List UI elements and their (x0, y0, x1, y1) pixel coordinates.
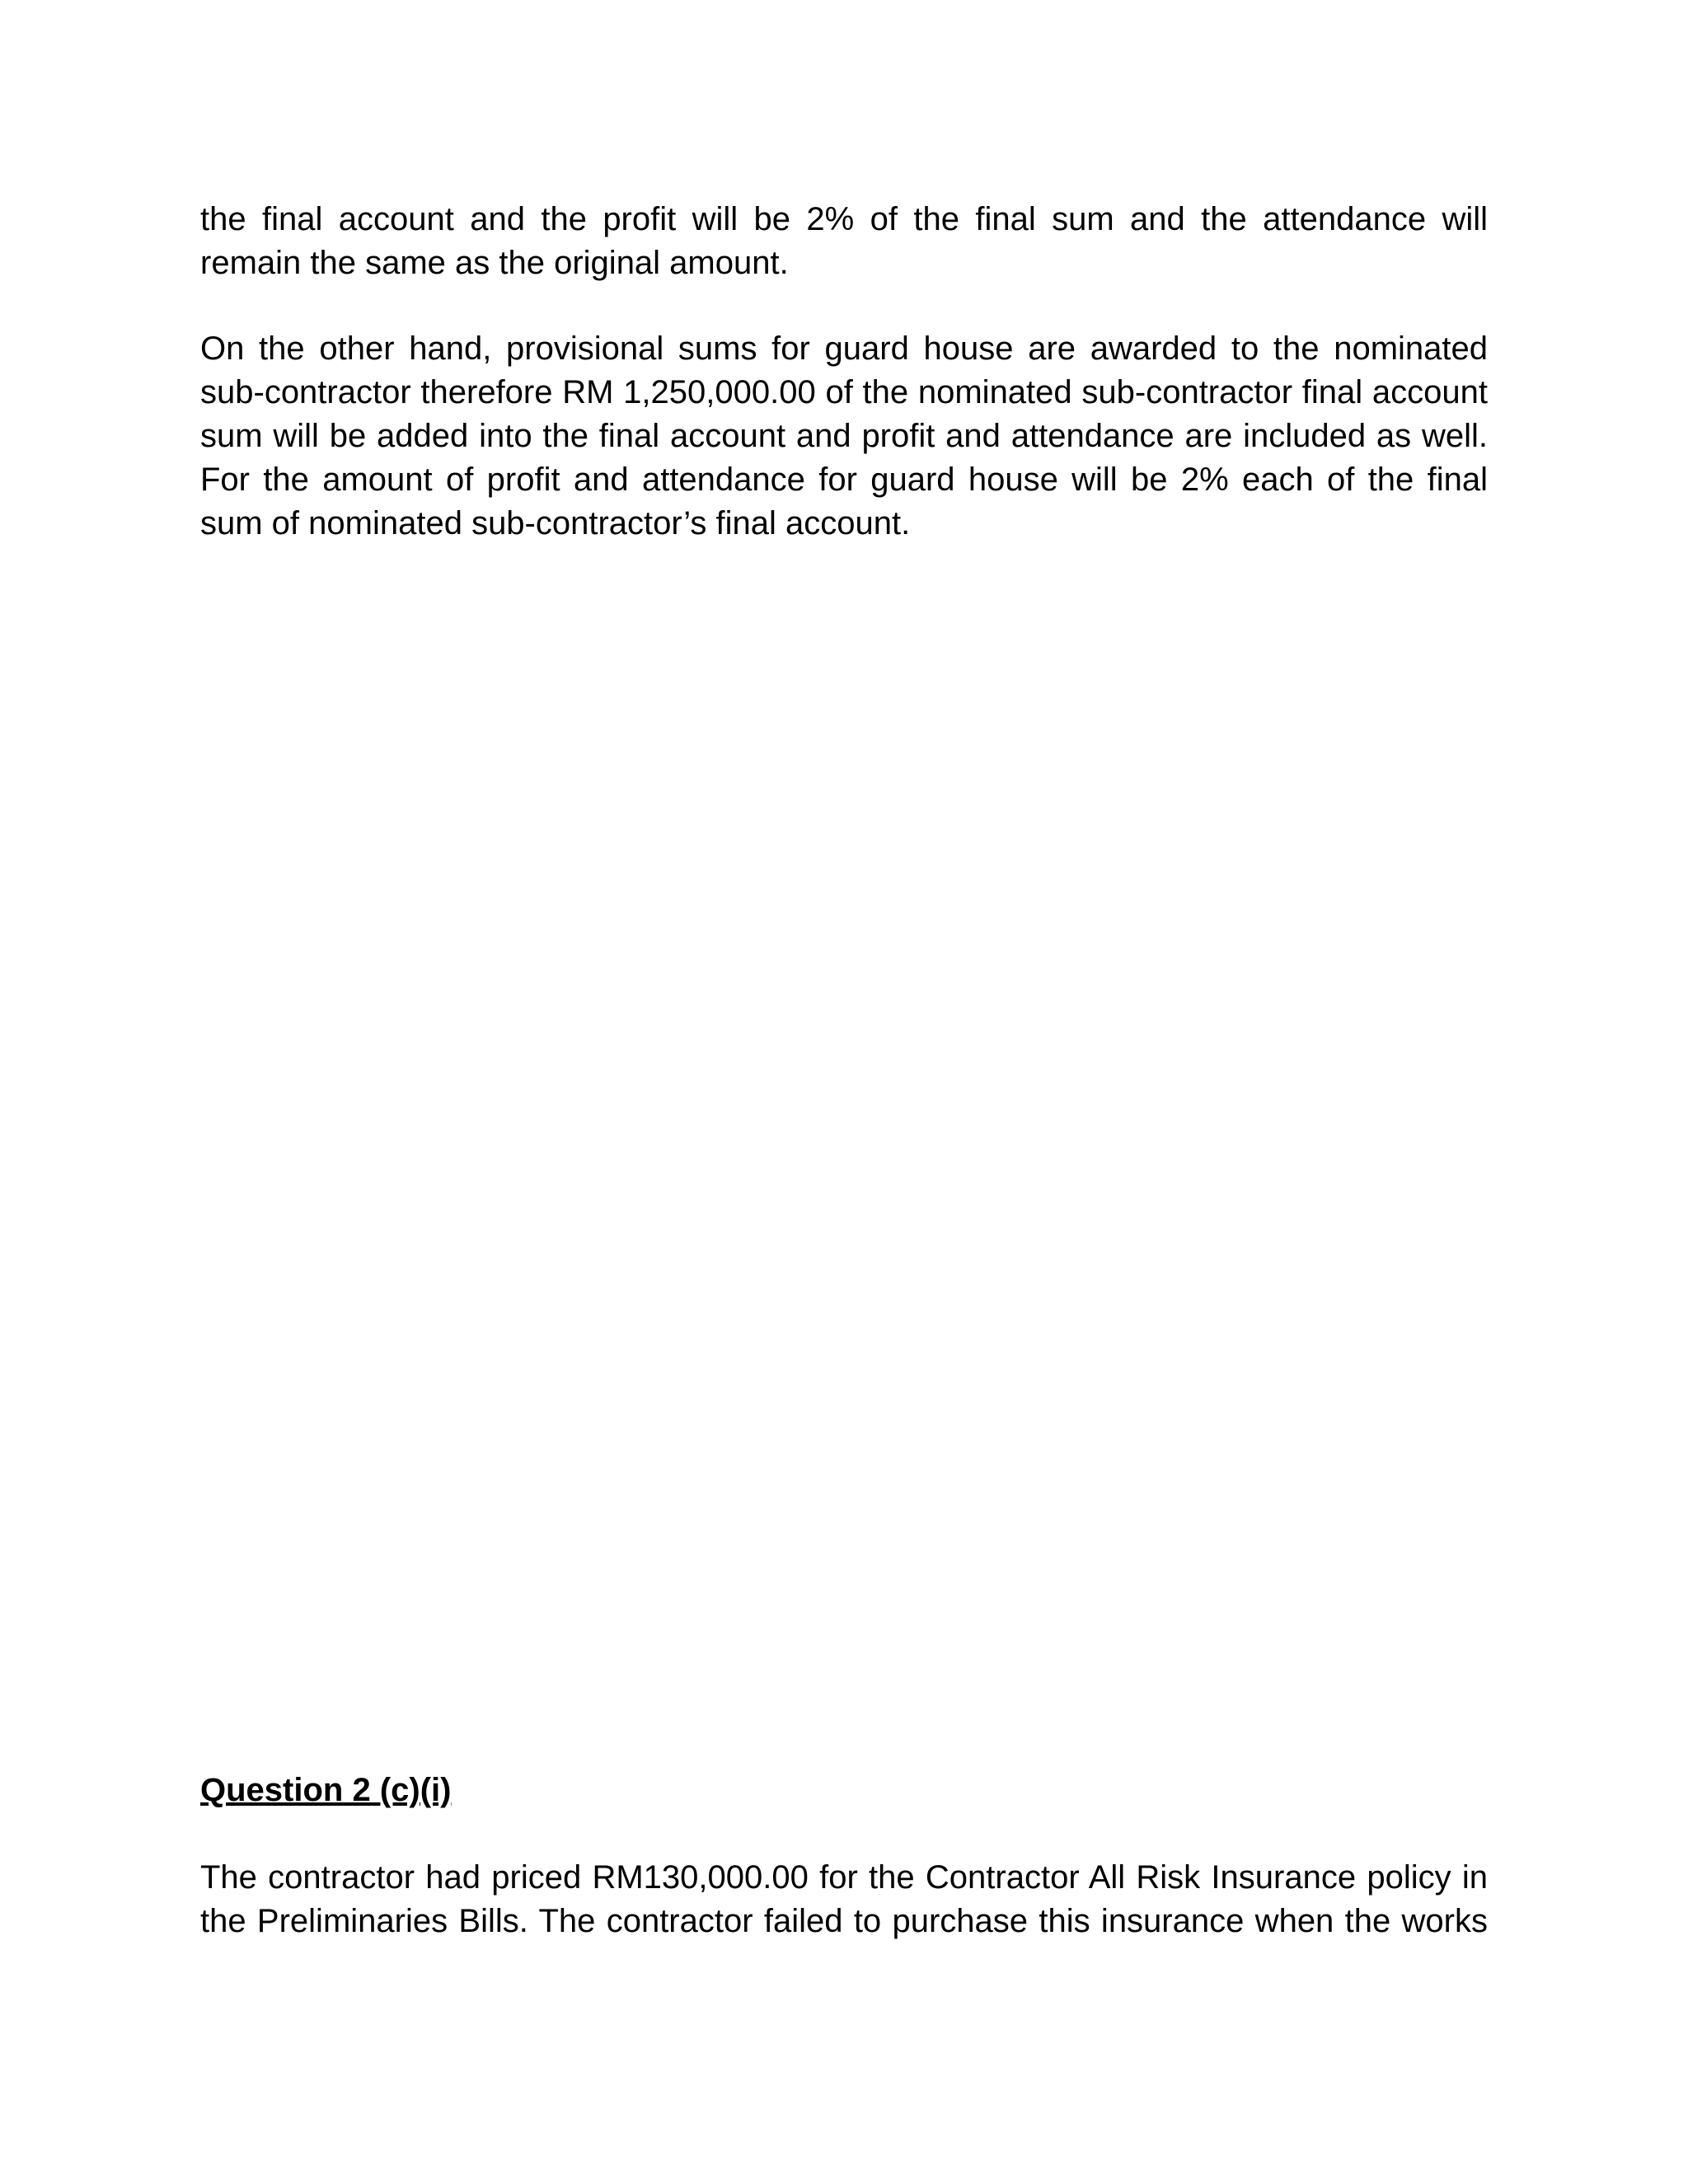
text-line: The contractor had priced RM130,000.00 for the Contractor All Risk Insurance policy in (200, 1859, 1488, 1896)
text-line: the Preliminaries Bills. The contractor failed to purchase this insurance when the works (200, 1903, 1488, 1939)
text-line: sum will be added into the final account and profit and attendance are included as well. (200, 418, 1488, 454)
paragraph-insurance (200, 1856, 1488, 1943)
paragraph-provisional-sums (200, 327, 1488, 546)
paragraph-final-account (200, 198, 1488, 285)
text-line: sum of nominated sub-contractor’s final account. (200, 505, 911, 541)
text-line: the final account and the profit will be 2% of the final sum and the attendance will (200, 201, 1488, 237)
text-line: For the amount of profit and attendance for guard house will be 2% each of the final (200, 462, 1488, 498)
text-line: On the other hand, provisional sums for guard house are awarded to the nominated (200, 330, 1488, 367)
question-heading: Question 2 (c)(i) (200, 1772, 452, 1808)
text-line: remain the same as the original amount. (200, 245, 789, 281)
text-line: sub-contractor therefore RM 1,250,000.00 of the nominated sub-contractor final account (200, 374, 1488, 410)
